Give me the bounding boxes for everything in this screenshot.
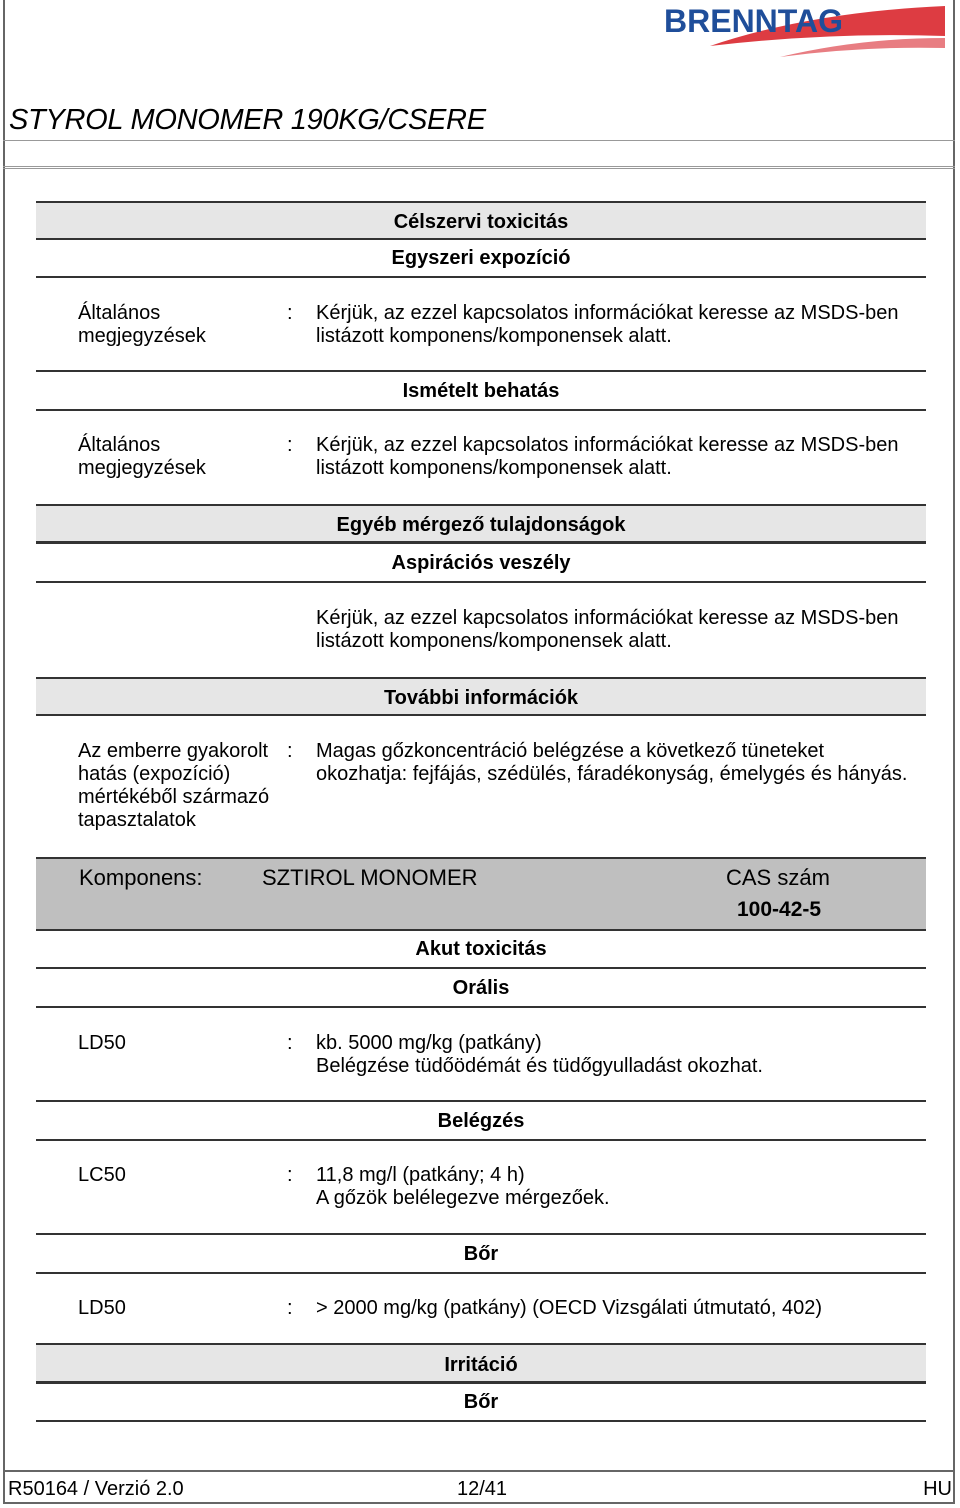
divider <box>36 276 926 278</box>
divider <box>36 581 926 583</box>
divider <box>36 929 926 931</box>
document-title: STYROL MONOMER 190KG/CSERE <box>9 104 486 136</box>
divider <box>36 714 926 716</box>
brenntag-logo <box>660 2 950 62</box>
title-rule-double <box>3 166 955 169</box>
altalanos-label-1: Általános megjegyzések <box>78 302 206 347</box>
ld50-dermal-label: LD50 <box>78 1297 126 1319</box>
ld50-label: LD50 <box>78 1032 126 1054</box>
section-tovabbi: További információk <box>36 677 926 716</box>
tapasztalatok-label: Az emberre gyakorolt hatás (expozíció) mértékéből származó tapasztalatok <box>78 740 270 831</box>
section-irritacio: Irritáció <box>36 1343 926 1383</box>
colon: : <box>287 434 293 456</box>
altalanos-value-2: Kérjük, az ezzel kapcsolatos információkat keresse az MSDS-ben listázott komponens/komponensek alatt. <box>316 434 899 479</box>
divider <box>36 1139 926 1141</box>
colon: : <box>287 1032 293 1054</box>
divider <box>36 967 926 969</box>
colon: : <box>287 740 293 762</box>
divider <box>36 1381 926 1384</box>
footer-page-number: 12/41 <box>457 1478 508 1500</box>
section-egyszeri: Egyszeri expozíció <box>391 247 571 269</box>
colon: : <box>287 1297 293 1319</box>
section-celszervi: Célszervi toxicitás <box>36 201 926 239</box>
lc50-value: 11,8 mg/l (patkány; 4 h) A gőzök belélegezve mérgezőek. <box>316 1164 610 1209</box>
cas-number: 100-42-5 <box>737 898 822 921</box>
colon: : <box>287 302 293 324</box>
section-ismetelt: Ismételt behatás <box>402 380 560 402</box>
section-bor: Bőr <box>463 1243 499 1265</box>
component-header <box>36 857 926 929</box>
footer-language: HU <box>923 1478 952 1500</box>
divider <box>36 1100 926 1102</box>
section-belegzes: Belégzés <box>437 1110 525 1132</box>
section-oralis: Orális <box>452 977 510 999</box>
divider <box>36 1233 926 1235</box>
divider <box>36 370 926 372</box>
brand-text: BRENNTAG <box>664 3 843 39</box>
section-akut: Akut toxicitás <box>415 938 547 960</box>
divider <box>36 1420 926 1422</box>
tapasztalatok-value: Magas gőzkoncentráció belégzése a következő tüneteket okozhatja: fejfájás, szédülés, fáradékonyság, émelygés és hányás. <box>316 740 908 785</box>
ld50-dermal-value: > 2000 mg/kg (patkány) (OECD Vizsgálati útmutató, 402) <box>316 1297 822 1319</box>
divider <box>36 409 926 411</box>
aspiracios-value: Kérjük, az ezzel kapcsolatos információkat keresse az MSDS-ben listázott komponens/komponensek alatt. <box>316 607 899 652</box>
ld50-value: kb. 5000 mg/kg (patkány) Belégzése tüdőödémát és tüdőgyulladást okozhat. <box>316 1032 763 1077</box>
colon: : <box>287 1164 293 1186</box>
component-name: SZTIROL MONOMER <box>262 865 478 890</box>
altalanos-value-1: Kérjük, az ezzel kapcsolatos információkat keresse az MSDS-ben listázott komponens/komponensek alatt. <box>316 302 899 347</box>
altalanos-label-2: Általános megjegyzések <box>78 434 206 479</box>
lc50-label: LC50 <box>78 1164 126 1186</box>
divider <box>36 238 926 240</box>
section-irritacio-bor: Bőr <box>463 1391 499 1413</box>
footer-rule <box>3 1470 955 1472</box>
section-egyeb: Egyéb mérgező tulajdonságok <box>36 504 926 543</box>
divider <box>36 1006 926 1008</box>
component-label: Komponens: <box>79 865 203 890</box>
footer-doc-version: R50164 / Verzió 2.0 <box>8 1478 184 1500</box>
cas-label: CAS szám <box>726 865 830 890</box>
section-aspiracios: Aspirációs veszély <box>391 552 571 574</box>
divider <box>36 1272 926 1274</box>
divider <box>36 541 926 544</box>
title-rule <box>3 140 955 141</box>
